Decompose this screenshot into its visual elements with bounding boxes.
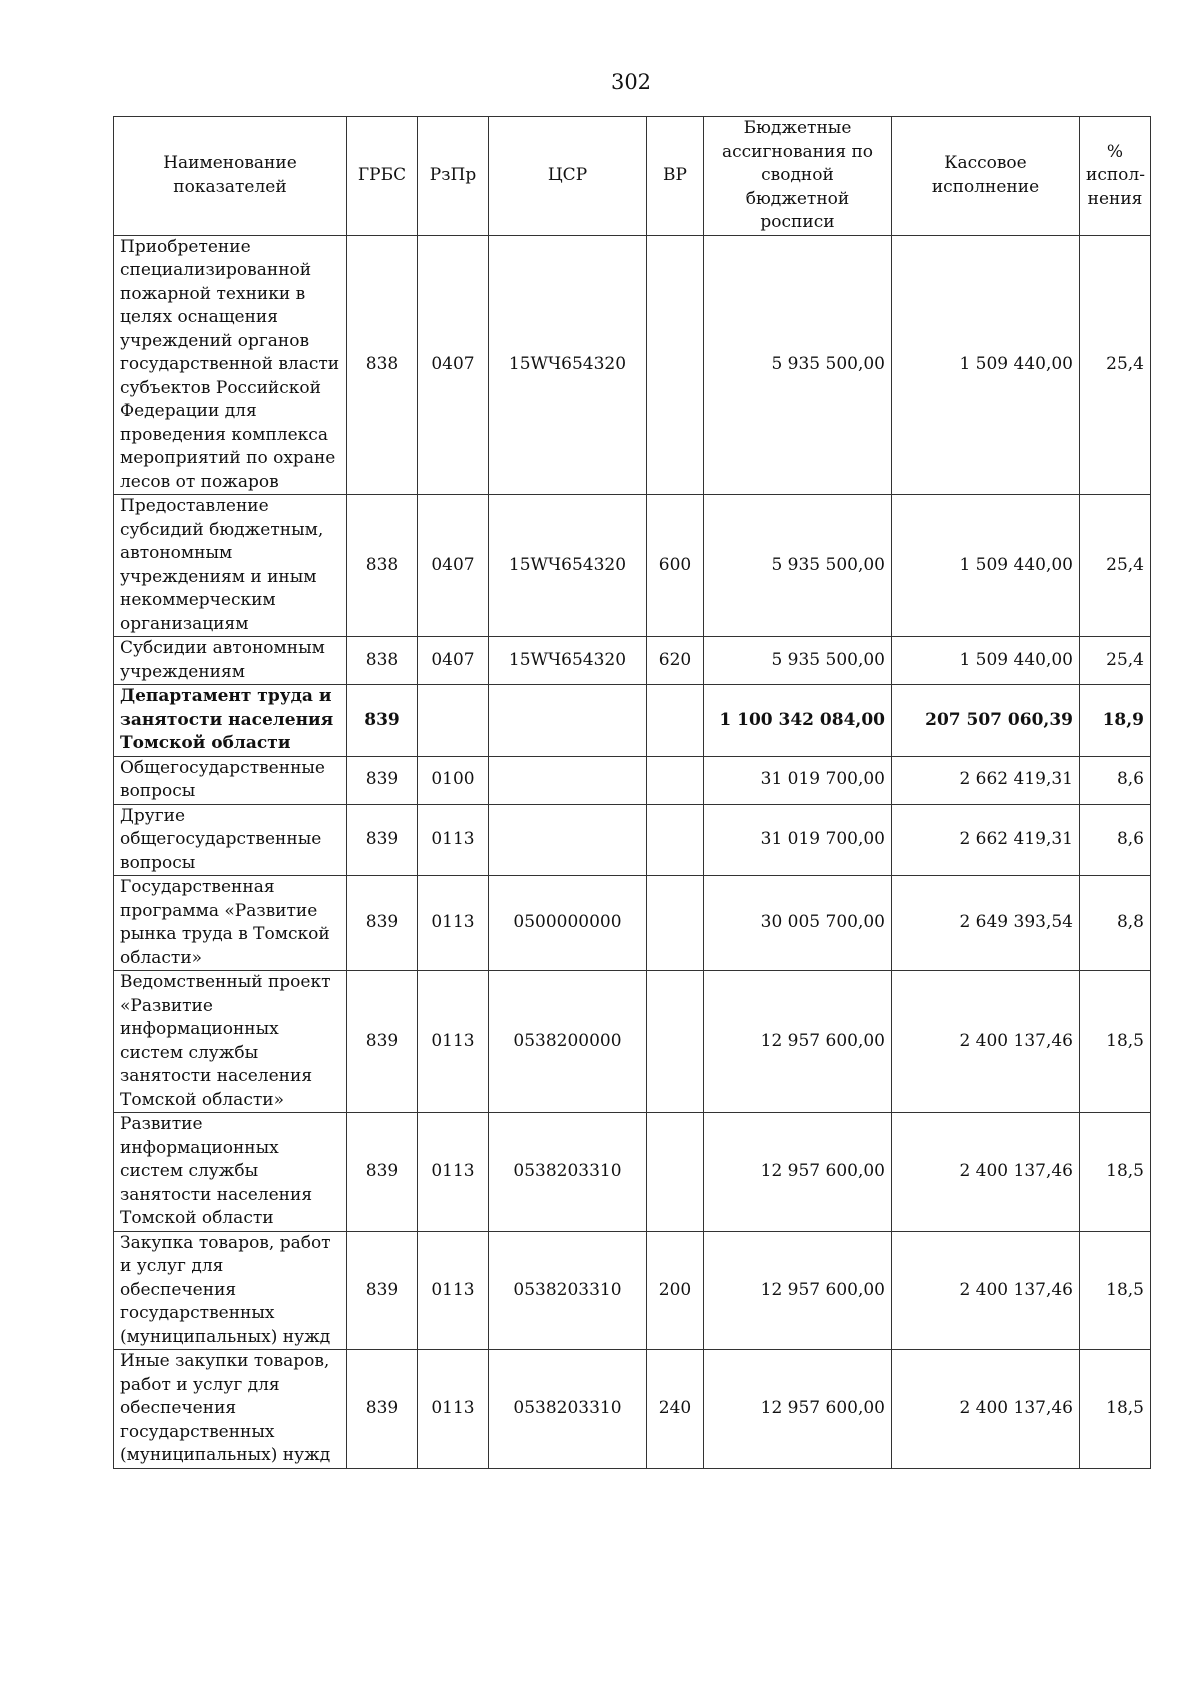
- row-rzpr: 0113: [418, 804, 489, 876]
- row-name: Ведомственный проект «Развитие информационных систем службы занятости населения Томской области»: [114, 971, 347, 1113]
- table-body: [114, 235, 1151, 1468]
- row-csr: 15WЧ654320: [489, 495, 647, 637]
- col-header-assignments: Бюджетные ассигнования по сводной бюджетной росписи: [704, 117, 892, 236]
- row-vr: [647, 756, 704, 804]
- row-rzpr: 0407: [418, 495, 489, 637]
- row-csr: 15WЧ654320: [489, 637, 647, 685]
- budget-table: [113, 116, 1151, 1469]
- row-percent: 25,4: [1080, 495, 1151, 637]
- row-execution: 2 649 393,54: [892, 876, 1080, 971]
- row-assignments: 12 957 600,00: [704, 1231, 892, 1350]
- row-vr: [647, 685, 704, 757]
- row-grbs: 838: [347, 495, 418, 637]
- table-row: [114, 756, 1151, 804]
- row-percent: 18,5: [1080, 971, 1151, 1113]
- col-header-percent: % испол-нения: [1080, 117, 1151, 236]
- row-name: Закупка товаров, работ и услуг для обеспечения государственных (муниципальных) нужд: [114, 1231, 347, 1350]
- row-vr: [647, 876, 704, 971]
- row-percent: 25,4: [1080, 235, 1151, 495]
- row-assignments: 5 935 500,00: [704, 495, 892, 637]
- table-row: [114, 685, 1151, 757]
- table-row: [114, 637, 1151, 685]
- row-percent: 8,8: [1080, 876, 1151, 971]
- row-vr: [647, 1113, 704, 1232]
- row-assignments: 12 957 600,00: [704, 1350, 892, 1469]
- row-grbs: 839: [347, 1113, 418, 1232]
- row-grbs: 839: [347, 1231, 418, 1350]
- col-header-vr: ВР: [647, 117, 704, 236]
- row-csr: 0538203310: [489, 1231, 647, 1350]
- col-header-grbs: ГРБС: [347, 117, 418, 236]
- row-grbs: 839: [347, 804, 418, 876]
- table-row: [114, 1350, 1151, 1469]
- table-row: [114, 971, 1151, 1113]
- row-rzpr: 0113: [418, 876, 489, 971]
- row-execution: 2 400 137,46: [892, 1231, 1080, 1350]
- row-assignments: 12 957 600,00: [704, 1113, 892, 1232]
- table-row: [114, 495, 1151, 637]
- row-rzpr: 0113: [418, 971, 489, 1113]
- col-header-execution: Кассовое исполнение: [892, 117, 1080, 236]
- row-execution: 1 509 440,00: [892, 637, 1080, 685]
- row-csr: 0538203310: [489, 1113, 647, 1232]
- row-rzpr: 0407: [418, 637, 489, 685]
- row-percent: 18,5: [1080, 1350, 1151, 1469]
- row-assignments: 30 005 700,00: [704, 876, 892, 971]
- row-name: Субсидии автономным учреждениям: [114, 637, 347, 685]
- row-rzpr: 0113: [418, 1350, 489, 1469]
- row-vr: [647, 971, 704, 1113]
- row-percent: 8,6: [1080, 756, 1151, 804]
- row-csr: 0538200000: [489, 971, 647, 1113]
- header-row: [114, 117, 1151, 236]
- page-number: 302: [610, 70, 652, 94]
- row-name: Общегосударственные вопросы: [114, 756, 347, 804]
- row-percent: 25,4: [1080, 637, 1151, 685]
- row-rzpr: 0407: [418, 235, 489, 495]
- table-row: [114, 1231, 1151, 1350]
- row-vr: [647, 235, 704, 495]
- row-name: Департамент труда и занятости населения Томской области: [114, 685, 347, 757]
- row-grbs: 839: [347, 876, 418, 971]
- row-assignments: 5 935 500,00: [704, 235, 892, 495]
- row-vr: 620: [647, 637, 704, 685]
- col-header-name: Наименование показателей: [114, 117, 347, 236]
- row-percent: 8,6: [1080, 804, 1151, 876]
- row-execution: 2 400 137,46: [892, 1113, 1080, 1232]
- row-execution: 2 662 419,31: [892, 756, 1080, 804]
- row-name: Другие общегосударственные вопросы: [114, 804, 347, 876]
- row-vr: 600: [647, 495, 704, 637]
- row-vr: 200: [647, 1231, 704, 1350]
- row-grbs: 839: [347, 756, 418, 804]
- row-csr: 0538203310: [489, 1350, 647, 1469]
- table-row: [114, 1113, 1151, 1232]
- row-execution: 2 662 419,31: [892, 804, 1080, 876]
- row-rzpr: [418, 685, 489, 757]
- row-csr: 15WЧ654320: [489, 235, 647, 495]
- row-name: Государственная программа «Развитие рынка труда в Томской области»: [114, 876, 347, 971]
- row-grbs: 838: [347, 637, 418, 685]
- row-vr: [647, 804, 704, 876]
- table-row: [114, 804, 1151, 876]
- row-name: Предоставление субсидий бюджетным, автономным учреждениям и иным некоммерческим организациям: [114, 495, 347, 637]
- table-row: [114, 235, 1151, 495]
- row-assignments: 5 935 500,00: [704, 637, 892, 685]
- row-execution: 1 509 440,00: [892, 235, 1080, 495]
- row-assignments: 31 019 700,00: [704, 804, 892, 876]
- row-grbs: 839: [347, 971, 418, 1113]
- row-rzpr: 0100: [418, 756, 489, 804]
- row-csr: 0500000000: [489, 876, 647, 971]
- row-grbs: 839: [347, 1350, 418, 1469]
- row-assignments: 1 100 342 084,00: [704, 685, 892, 757]
- row-grbs: 838: [347, 235, 418, 495]
- table-row: [114, 876, 1151, 971]
- row-assignments: 12 957 600,00: [704, 971, 892, 1113]
- row-csr: [489, 756, 647, 804]
- row-execution: 207 507 060,39: [892, 685, 1080, 757]
- col-header-csr: ЦСР: [489, 117, 647, 236]
- row-name: Развитие информационных систем службы занятости населения Томской области: [114, 1113, 347, 1232]
- row-csr: [489, 685, 647, 757]
- row-execution: 1 509 440,00: [892, 495, 1080, 637]
- row-rzpr: 0113: [418, 1113, 489, 1232]
- row-percent: 18,5: [1080, 1231, 1151, 1350]
- row-rzpr: 0113: [418, 1231, 489, 1350]
- row-vr: 240: [647, 1350, 704, 1469]
- row-csr: [489, 804, 647, 876]
- row-execution: 2 400 137,46: [892, 971, 1080, 1113]
- row-name: Приобретение специализированной пожарной техники в целях оснащения учреждений органов государственной власти субъектов Российской Федерации для проведения комплекса мероприятий по охране лесов от пожаров: [114, 235, 347, 495]
- col-header-rzpr: РзПр: [418, 117, 489, 236]
- row-percent: 18,9: [1080, 685, 1151, 757]
- row-percent: 18,5: [1080, 1113, 1151, 1232]
- row-name: Иные закупки товаров, работ и услуг для обеспечения государственных (муниципальных) нужд: [114, 1350, 347, 1469]
- row-assignments: 31 019 700,00: [704, 756, 892, 804]
- row-execution: 2 400 137,46: [892, 1350, 1080, 1469]
- row-grbs: 839: [347, 685, 418, 757]
